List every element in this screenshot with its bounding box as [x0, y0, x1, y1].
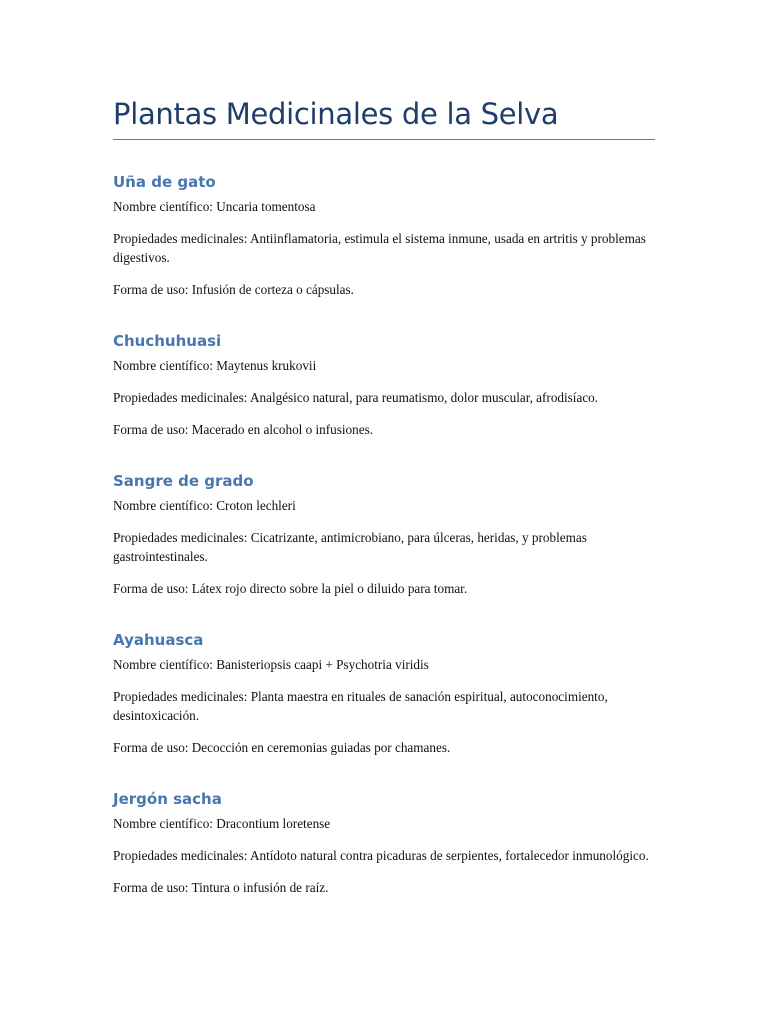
plant-heading: Sangre de grado [113, 472, 254, 490]
plant-section-una-de-gato [113, 172, 655, 299]
scientific-name: Nombre científico: Banisteriopsis caapi + Psychotria viridis [113, 657, 429, 672]
plant-section-chuchuhuasi [113, 331, 655, 439]
plant-heading: Chuchuhuasi [113, 332, 222, 350]
plant-heading: Ayahuasca [113, 631, 204, 649]
plant-heading: Jergón sacha [113, 790, 222, 808]
document-title: Plantas Medicinales de la Selva [113, 97, 559, 131]
title-underline [113, 139, 655, 140]
usage: Forma de uso: Látex rojo directo sobre la piel o diluido para tomar. [113, 581, 468, 596]
scientific-name: Nombre científico: Croton lechleri [113, 498, 296, 513]
medicinal-properties: Propiedades medicinales: Analgésico natural, para reumatismo, dolor muscular, afrodisíaco. [113, 390, 599, 405]
plant-section-jergon-sacha [113, 789, 655, 897]
plant-heading: Uña de gato [113, 173, 216, 191]
usage: Forma de uso: Decocción en ceremonias guiadas por chamanes. [113, 740, 451, 755]
medicinal-properties: Propiedades medicinales: Antídoto natural contra picaduras de serpientes, fortalecedor inmunológico. [113, 848, 649, 863]
plant-section-ayahuasca [113, 630, 655, 757]
scientific-name: Nombre científico: Dracontium loretense [113, 816, 331, 831]
medicinal-properties: Propiedades medicinales: Cicatrizante, antimicrobiano, para úlceras, heridas, y problemas gastrointestinales. [113, 530, 587, 564]
usage: Forma de uso: Macerado en alcohol o infusiones. [113, 422, 374, 437]
plant-section-sangre-de-grado [113, 471, 655, 598]
usage: Forma de uso: Infusión de corteza o cápsulas. [113, 282, 354, 297]
scientific-name: Nombre científico: Maytenus krukovii [113, 358, 317, 373]
medicinal-properties: Propiedades medicinales: Planta maestra en rituales de sanación espiritual, autoconocimiento, desintoxicación. [113, 689, 608, 723]
usage: Forma de uso: Tintura o infusión de raíz. [113, 880, 329, 895]
scientific-name: Nombre científico: Uncaria tomentosa [113, 199, 316, 214]
medicinal-properties: Propiedades medicinales: Antiinflamatoria, estimula el sistema inmune, usada en artritis y problemas digestivos. [113, 231, 646, 265]
